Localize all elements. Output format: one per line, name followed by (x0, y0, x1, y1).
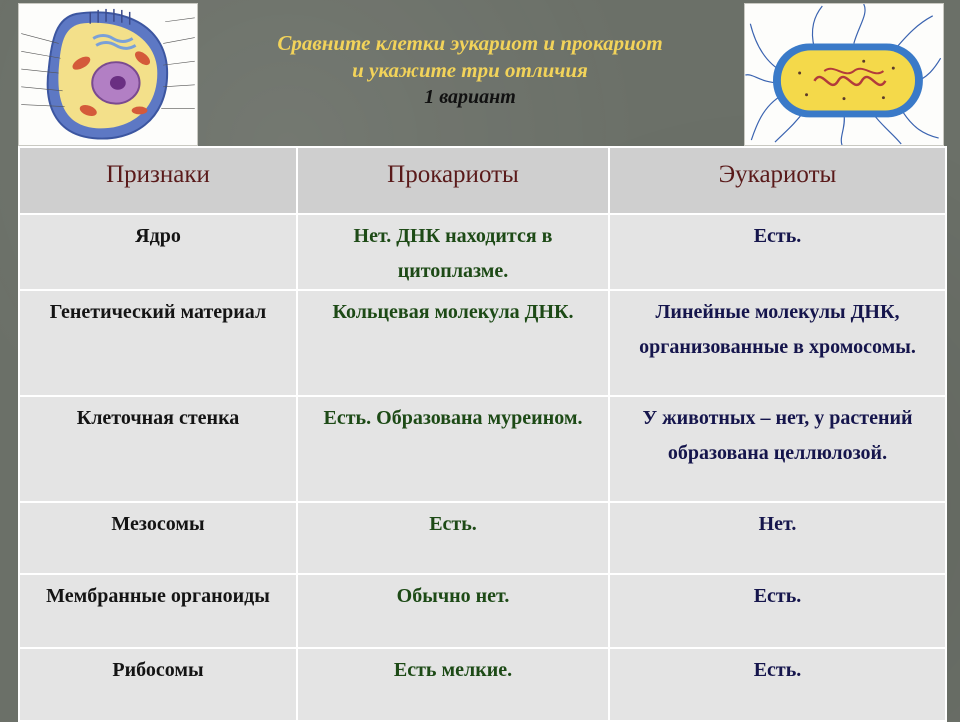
eukaryote-cell: Линейные молекулы ДНК, организованные в хромосомы. (609, 290, 946, 396)
prokaryote-cell: Нет. ДНК находится в цитоплазме. (297, 214, 609, 290)
slide-title (205, 30, 735, 111)
prokaryote-cell: Есть мелкие. (297, 648, 609, 721)
prokaryote-cell: Есть. (297, 502, 609, 574)
feature-cell: Мезосомы (19, 502, 297, 574)
title-line-1: Сравните клетки эукариот и прокариот (277, 31, 663, 55)
eukaryote-cell: Нет. (609, 502, 946, 574)
title-line-2: и укажите три отличия (352, 58, 588, 82)
table-row (19, 648, 946, 721)
eukaryote-cell: Есть. (609, 574, 946, 648)
eukaryote-cell: Есть. (609, 214, 946, 290)
prokaryote-cell: Кольцевая молекула ДНК. (297, 290, 609, 396)
eukaryotic-cell-image (18, 3, 198, 146)
feature-cell: Ядро (19, 214, 297, 290)
table-row (19, 574, 946, 648)
table-row (19, 502, 946, 574)
feature-cell: Мембранные органоиды (19, 574, 297, 648)
variant-label: 1 вариант (424, 86, 516, 108)
comparison-table (18, 146, 947, 722)
prokaryote-cell: Обычно нет. (297, 574, 609, 648)
prokaryotic-cell-image (744, 3, 944, 146)
prokaryote-cell: Есть. Образована муреином. (297, 396, 609, 502)
table-row (19, 396, 946, 502)
eukaryote-cell: Есть. (609, 648, 946, 721)
eukaryote-cell: У животных – нет, у растений образована целлюлозой. (609, 396, 946, 502)
feature-cell: Клеточная стенка (19, 396, 297, 502)
header-features: Признаки (19, 147, 297, 214)
feature-cell: Рибосомы (19, 648, 297, 721)
header-eukaryotes: Эукариоты (609, 147, 946, 214)
table-header-row (19, 147, 946, 214)
table-row (19, 214, 946, 290)
feature-cell: Генетический материал (19, 290, 297, 396)
table-row (19, 290, 946, 396)
header-prokaryotes: Прокариоты (297, 147, 609, 214)
